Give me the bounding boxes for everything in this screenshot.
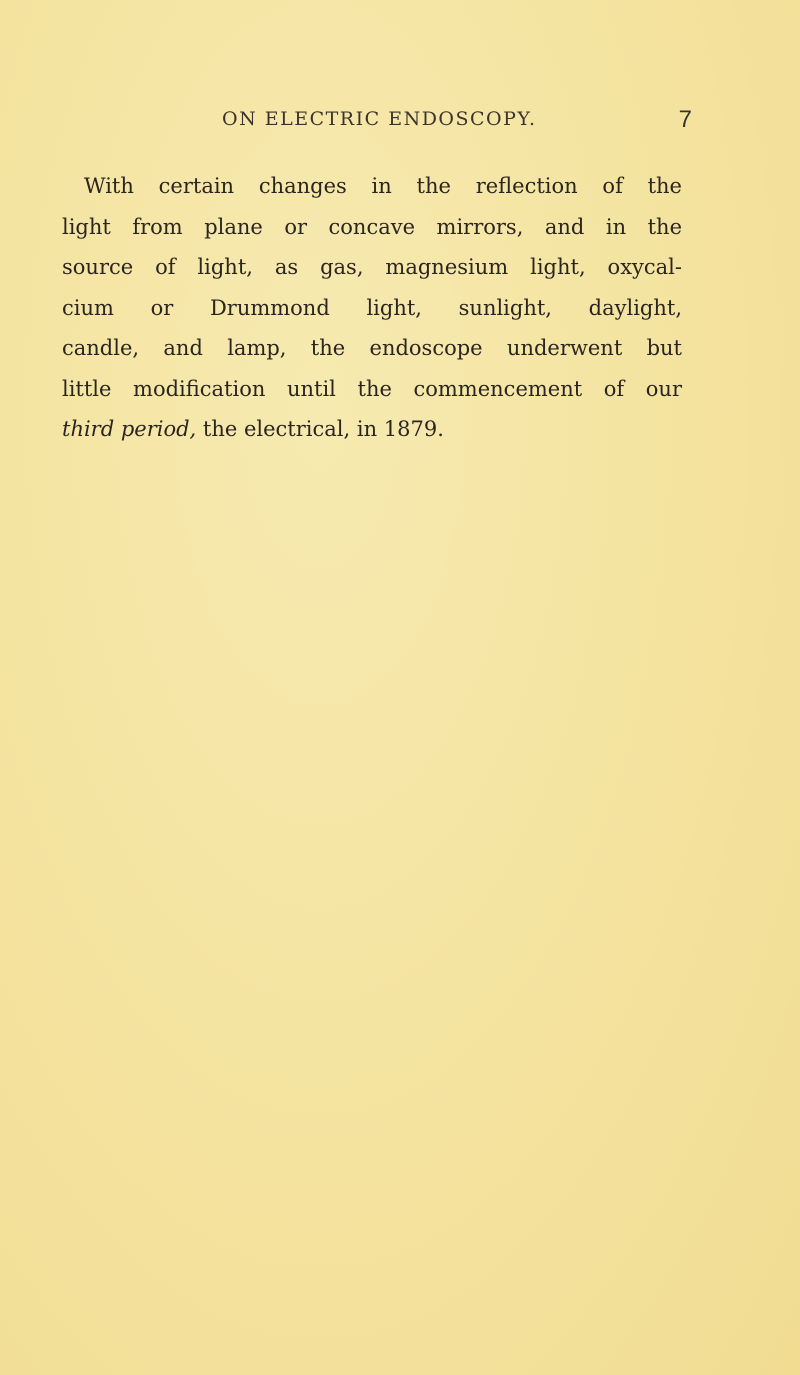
paragraph-line: light from plane or concave mirrors, and in the xyxy=(62,214,682,239)
body-paragraph xyxy=(62,166,682,450)
paragraph-line: little modification until the commencement of our xyxy=(62,376,682,401)
italic-phrase: third period, xyxy=(62,417,197,441)
paragraph-line: candle, and lamp, the endoscope underwent but xyxy=(62,336,682,360)
running-head xyxy=(62,108,692,138)
page-number: 7 xyxy=(678,106,692,133)
paragraph-line: With certain changes in the reflection of the xyxy=(84,174,682,198)
running-head-title: ON ELECTRIC ENDOSCOPY. xyxy=(222,108,537,130)
last-line-text: the electrical, in 1879. xyxy=(196,417,444,441)
paragraph-last-line xyxy=(62,409,682,450)
paragraph-line: cium or Drummond light, sunlight, daylight, xyxy=(62,295,682,320)
paragraph-line: source of light, as gas, magnesium light, oxycal- xyxy=(62,255,682,279)
